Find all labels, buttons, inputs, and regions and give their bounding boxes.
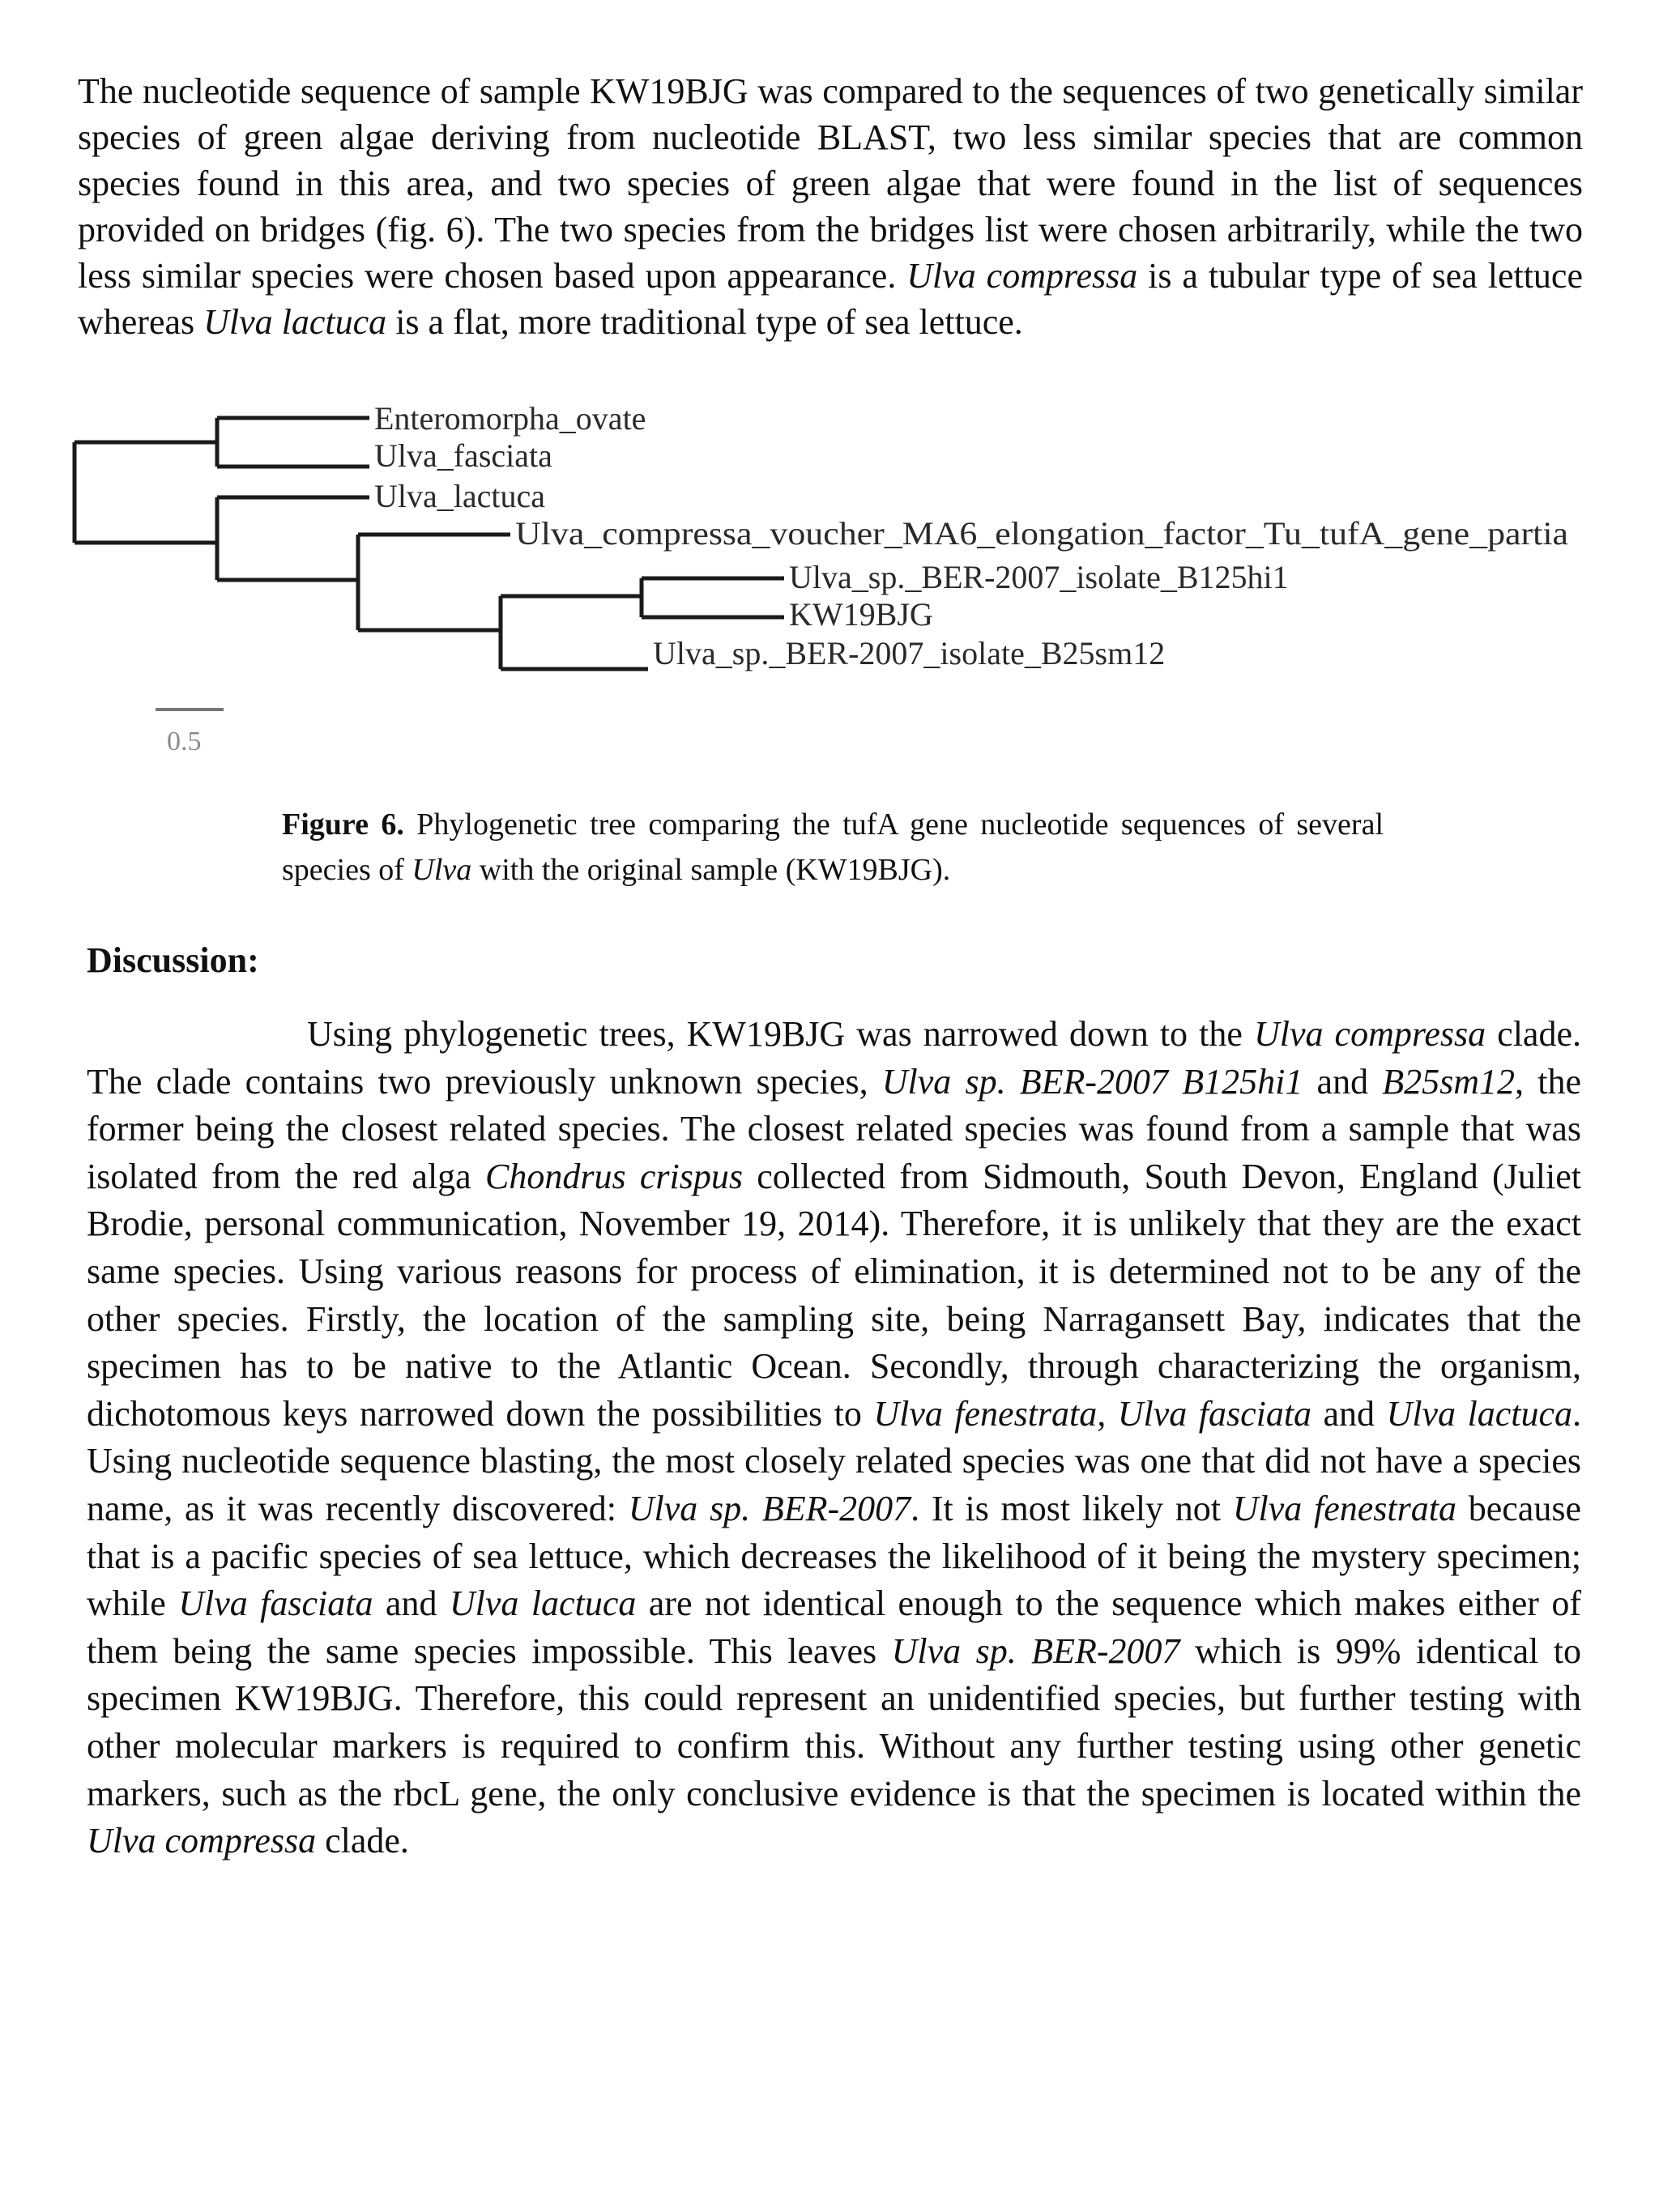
discussion-text: and — [373, 1583, 450, 1624]
scale-bar-label: 0.5 — [167, 727, 202, 757]
species-name: Ulva — [412, 853, 472, 887]
species-name: B25sm12 — [1382, 1061, 1516, 1102]
tree-branch-compressa-clade — [358, 535, 510, 630]
species-name: Ulva fenestrata, Ulva fasciata — [873, 1393, 1312, 1434]
intro-text: is a tubular type of sea lettuce whereas — [78, 256, 1583, 342]
tree-tip-label: KW19BJG — [789, 596, 933, 633]
discussion-text: Using phylogenetic trees, KW19BJG was narrowed down to the — [307, 1014, 1254, 1054]
tree-tip-label: Ulva_fasciata — [374, 437, 552, 474]
species-name: Chondrus crispus — [485, 1156, 743, 1196]
discussion-text: and — [1311, 1393, 1387, 1434]
intro-text: is a flat, more traditional type of sea lettuce. — [386, 302, 1023, 342]
caption-text: with the original sample (KW19BJG). — [471, 853, 951, 887]
discussion-text: and — [1303, 1061, 1383, 1102]
tree-tip-label: Ulva_sp._BER-2007_isolate_B25sm12 — [653, 635, 1166, 671]
species-name: Ulva sp. BER-2007 — [891, 1630, 1180, 1671]
tree-tip-label: Ulva_lactuca — [374, 478, 545, 514]
discussion-text: , the former being the closest related species. The closest related species was found from a sample that was isolated from the red alga — [87, 1061, 1581, 1196]
discussion-text: . It is most likely not — [911, 1488, 1233, 1528]
phylogenetic-tree — [57, 389, 1596, 769]
species-name: Ulva sp. BER-2007 — [628, 1488, 911, 1528]
intro-text: The nucleotide sequence of sample KW19BJG was compared to the sequences of two genetically similar species of green algae deriving from nucleotide BLAST, two less similar species that are common species found in this area, and two species of green algae that were found in the list of sequences provided on bridges (fig. 6). The two species from the bridges list were chosen arbitrarily, while the two less similar species were chosen based upon appearance. — [78, 71, 1583, 296]
species-name: Ulva compressa — [87, 1821, 317, 1861]
species-name: Ulva lactuca — [449, 1583, 637, 1624]
discussion-text: because that is a pacific species of sea lettuce, which decreases the likelihood of it being the mystery specimen; while — [87, 1488, 1581, 1624]
species-name: Ulva compressa — [1253, 1014, 1486, 1054]
tree-branch-clade-b — [75, 497, 369, 580]
tree-tip-label: Ulva_compressa_voucher_MA6_elongation_factor_Tu_tufA_gene_partia — [515, 515, 1569, 552]
caption-text: Phylogenetic tree comparing the tufA gene nucleotide sequences of several species of — [282, 808, 1384, 887]
tree-tip-label: Ulva_sp._BER-2007_isolate_B125hi1 — [789, 559, 1289, 595]
figure-caption — [282, 802, 1384, 893]
species-name: Ulva lactuca — [1386, 1393, 1572, 1434]
tree-branch-clade-a — [75, 418, 369, 467]
species-name: Ulva sp. BER-2007 B125hi1 — [881, 1061, 1303, 1102]
discussion-text: clade. — [316, 1821, 409, 1861]
intro-paragraph — [78, 68, 1583, 345]
discussion-paragraph — [87, 1011, 1581, 1865]
discussion-heading: Discussion: — [87, 940, 259, 980]
species-name: Ulva lactuca — [203, 302, 387, 342]
species-name: Ulva fasciata — [178, 1583, 373, 1624]
figure-label: Figure 6. — [282, 808, 404, 842]
species-name: Ulva fenestrata — [1232, 1488, 1456, 1528]
tree-tip-label: Enteromorpha_ovate — [374, 400, 646, 437]
discussion-text: which is 99% identical to specimen KW19BJG. Therefore, this could represent an unidentified species, but further testing with other molecular markers is required to confirm this. Without any further testing using other genetic markers, such as the rbcL gene, the only conclusive evidence is that the specimen is located within the — [87, 1630, 1581, 1813]
phylogenetic-tree-figure — [57, 389, 1596, 769]
species-name: Ulva compressa — [906, 256, 1138, 296]
discussion-text: clade. The clade contains two previously unknown species, — [87, 1014, 1581, 1102]
discussion-text: are not identical enough to the sequence which makes either of them being the same species impossible. This leaves — [87, 1583, 1581, 1671]
discussion-text: collected from Sidmouth, South Devon, England (Juliet Brodie, personal communication, November 19, 2014). Therefore, it is unlikely that they are the exact same species. Using various reasons for process of elimination, it is determined not to be any of the other species. Firstly, the location of the sampling site, being Narragansett Bay, indicates that the specimen has to be native to the Atlantic Ocean. Secondly, through characterizing the organism, dichotomous keys narrowed down the possibilities to — [87, 1156, 1582, 1434]
discussion-text: . Using nucleotide sequence blasting, the most closely related species was one that did not have a species name, as it was recently discovered: — [87, 1393, 1581, 1528]
